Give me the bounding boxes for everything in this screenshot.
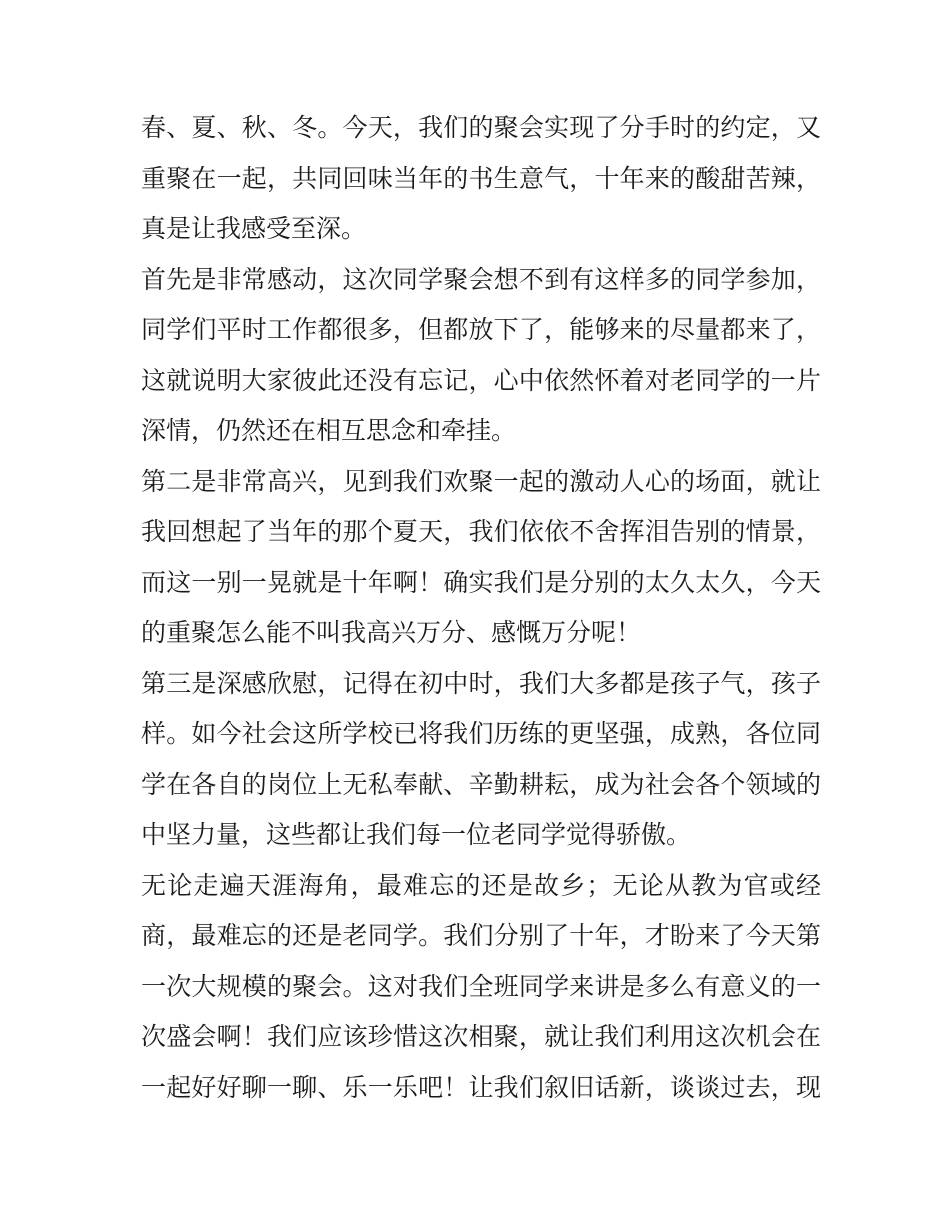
text-line: 一次大规模的聚会。这对我们全班同学来讲是多么有意义的一: [141, 971, 821, 1001]
paragraph-1: [141, 103, 821, 255]
text-line: 而这一别一晃就是十年啊！确实我们是分别的太久太久，今天: [141, 567, 821, 597]
paragraph-4: [141, 659, 821, 861]
text-line: 这就说明大家彼此还没有忘记，心中依然怀着对老同学的一片: [141, 365, 821, 395]
text-line: 首先是非常感动，这次同学聚会想不到有这样多的同学参加，: [141, 264, 821, 294]
paragraph-3: [141, 457, 821, 659]
text-line: 的重聚怎么能不叫我高兴万分、感慨万分呢！: [141, 618, 642, 647]
body-text: [141, 103, 821, 1113]
text-line: 一起好好聊一聊、乐一乐吧！让我们叙旧话新，谈谈过去，现: [141, 1072, 821, 1102]
text-line: 真是让我感受至深。: [141, 214, 367, 243]
text-line: 第三是深感欣慰，记得在初中时，我们大多都是孩子气，孩子: [141, 668, 821, 698]
text-line: 样。如今社会这所学校已将我们历练的更坚强，成熟，各位同: [141, 719, 821, 748]
text-line: 同学们平时工作都很多，但都放下了，能够来的尽量都来了，: [141, 315, 821, 344]
text-line: 无论走遍天涯海角，最难忘的还是故乡；无论从教为官或经: [141, 870, 821, 900]
text-line: 商，最难忘的还是老同学。我们分别了十年，才盼来了今天第: [141, 921, 821, 950]
text-line: 学在各自的岗位上无私奉献、辛勤耕耘，成为社会各个领域的: [141, 769, 821, 799]
paragraph-2: [141, 255, 821, 457]
paragraph-5: [141, 861, 821, 1114]
text-line: 春、夏、秋、冬。今天，我们的聚会实现了分手时的约定，又: [141, 113, 821, 142]
text-line: 次盛会啊！我们应该珍惜这次相聚，就让我们利用这次机会在: [141, 1022, 821, 1051]
text-line: 重聚在一起，共同回味当年的书生意气，十年来的酸甜苦辣，: [141, 163, 821, 193]
text-line: 深情，仍然还在相互思念和牵挂。: [141, 416, 517, 445]
text-line: 第二是非常高兴，见到我们欢聚一起的激动人心的场面，就让: [141, 466, 821, 496]
text-line: 中坚力量，这些都让我们每一位老同学觉得骄傲。: [141, 820, 692, 849]
text-line: 我回想起了当年的那个夏天，我们依依不舍挥泪告别的情景，: [141, 517, 821, 546]
